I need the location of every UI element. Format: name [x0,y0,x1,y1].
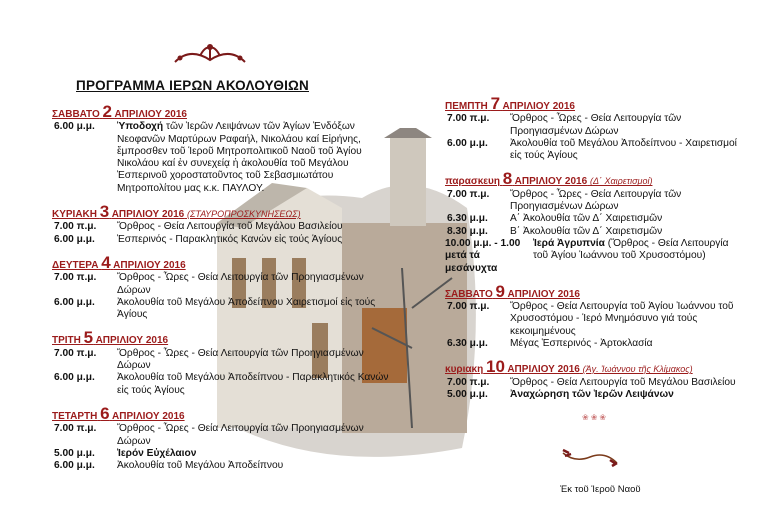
day-number: 9 [495,281,506,301]
event-row [52,348,392,373]
event-time: 5.00 μ.μ. [447,388,488,400]
event-description: (Ὄρθρος - Θεία Λειτουργία τοῦ Ἁγίου Ἰωάννου τοῦ Χρυσοστόμου) [533,237,729,262]
event-time: 6.30 μ.μ. [447,338,488,350]
day-number: 4 [101,252,111,272]
weekday: παρασκευη [445,176,500,188]
event-text [117,348,392,373]
event-description: Ἀκολουθία τοῦ Μεγάλου Ἀποδείπνου - Χαιρετισμοί εἰς τούς Ἁγίους [510,137,737,162]
day-number: 5 [83,328,94,348]
event-row [445,113,745,138]
left-column [52,104,392,481]
event-title: Ὑποδοχή [117,121,164,133]
event-row [445,338,745,350]
event-row [445,213,745,225]
event-description: τῶν Ἱερῶν Λειψάνων τῶν Ἁγίων Ἐνδόξων Νεοφανῶν Μαρτύρων Ραφαήλ, Νικολάου καί Εἰρήνης, ἔμπροσθεν τοῦ Ἱεροῦ Μητροπολιτικοῦ Ναοῦ τοῦ Ἁγίου Νικολάου καί ἐν συνεχείᾳ ἡ ἀκολουθία τοῦ Μεγάλου Ἑσπερινοῦ χοροστατοῦντος τοῦ Σεβασμιωτάτου Μητροπολίτου μας κ.κ. ΠΑΥΛΟΥ. [117,121,362,194]
event-text [117,234,392,246]
event-text [117,272,392,297]
page-title: ΠΡΟΓΡΑΜΜΑ ΙΕΡΩΝ ΑΚΟΛΟΥΘΙΩΝ [76,78,309,93]
event-text [117,372,392,397]
event-time: 7.00 π.μ. [447,301,490,313]
day-section [52,330,392,396]
event-row [445,377,745,389]
event-time: 7.00 π.μ. [54,221,97,233]
event-description: Ὄρθρος - Θεία Λειτουργία τοῦ Μεγάλου Βασιλείου [117,221,343,233]
event-description: Ἀκολουθία τοῦ Μεγάλου Ἀποδείπνου - Παρακλητικός Κανών εἰς τούς Ἁγίους [117,372,389,396]
event-row [445,226,745,238]
month-year: ΑΠΡΙΛΙΟΥ 2016 [502,101,575,112]
month-year: ΑΠΡΙΛΙΟΥ 2016 [114,109,187,120]
event-text [510,377,745,389]
day-heading [445,359,745,376]
event-text [510,338,745,350]
event-row [52,297,392,322]
event-description: Ὄρθρος - Ὧρες - Θεία Λειτουργία τῶν Προηγιασμένων Δώρων [117,272,364,296]
event-row [52,448,392,460]
month-year: ΑΠΡΙΛΙΟΥ 2016 [111,209,185,221]
event-row [52,272,392,297]
event-row [52,234,392,246]
right-column [445,96,745,410]
weekday: ΤΡΙΤΗ [52,335,81,347]
event-text [510,189,745,214]
month-year: ΑΠΡΙΛΙΟΥ 2016 [507,364,580,376]
event-description: Α΄ Ἀκολουθία τῶν Δ΄ Χαιρετισμῶν [510,213,663,225]
event-description: Ὄρθρος - Ὧρες - Θεία Λειτουργία τῶν Προηγιασμένων Δώρων [117,347,364,372]
event-description: Ὄρθρος - Ὧρες - Θεία Λειτουργία τῶν Προηγιασμένων Δώρων [117,423,364,447]
event-description: Μέγας Ἑσπερινός - Ἀρτοκλασία [510,338,653,350]
month-year: ΑΠΡΙΛΙΟΥ 2016 [507,288,580,300]
event-description: Ὄρθρος - Ὧρες - Θεία Λειτουργία τῶν Προηγιασμένων Δώρων [510,188,682,213]
day-note: (ΣΤΑΥΡΟΠΡΟΣΚΥΝΗΣΕΩΣ) [187,209,301,220]
day-section [52,252,392,321]
weekday: ΔΕΥΤΕΡΑ [52,259,99,271]
weekday: ΤΕΤΑΡΤΗ [52,410,98,422]
event-time: 7.00 π.μ. [447,376,490,388]
month-year: ΑΠΡΙΛΙΟΥ 2016 [95,335,169,347]
event-row [445,138,745,163]
weekday: ΣΑΒΒΑΤΟ [445,288,493,300]
event-time: 8.30 μ.μ. [447,225,488,237]
event-description: Ἀκολουθία τοῦ Μεγάλου Ἀποδείπνου Χαιρετισμοί εἰς τούς Ἁγίους [117,296,376,321]
event-text [510,301,745,338]
event-time: 7.00 π.μ. [54,272,97,284]
event-description: Ὄρθρος - Θεία Λειτουργία τοῦ Ἁγίου Ἰωάννου τοῦ Χρυσοστόμου - Ἱερό Μνημόσυνο γιά τούς κεκοιμημένους [510,301,734,337]
day-number: 7 [490,94,501,113]
day-section [445,96,745,162]
event-row [445,301,745,338]
event-title: Ἱερά Ἀγρυπνία [533,237,605,249]
weekday: ΣΑΒΒΑΤΟ [52,109,100,120]
event-time: 10.00 μ.μ. - 1.00 μετά τά μεσάνυχτα [445,237,521,274]
event-row [52,221,392,233]
month-year: ΑΠΡΙΛΙΟΥ 2016 [514,176,588,188]
event-row [52,460,392,472]
event-time: 5.00 μ.μ. [54,447,95,459]
weekday: κυριακη [445,364,484,376]
event-description: Ὄρθρος - Ὧρες - Θεία Λειτουργία τῶν Προηγιασμένων Δώρων [510,113,682,137]
event-row [445,389,745,401]
day-number: 8 [502,169,513,189]
event-time: 6.00 μ.μ. [447,137,488,149]
weekday: ΚΥΡΙΑΚΗ [52,209,98,221]
day-number: 6 [100,403,110,423]
event-time: 6.00 μ.μ. [54,372,95,384]
event-time: 6.30 μ.μ. [447,213,488,225]
event-text [117,221,392,233]
day-section [445,171,745,274]
event-time: 7.00 π.μ. [54,423,97,435]
event-title: Ἀναχώρηση τῶν Ἱερῶν Λειψάνων [510,388,674,400]
month-year: ΑΠΡΙΛΙΟΥ 2016 [113,259,186,271]
event-text [510,113,745,138]
day-number: 2 [102,102,113,121]
day-heading [52,330,392,347]
event-text [117,121,392,195]
day-note: (Δ΄ Χαιρετισμοί) [589,176,653,187]
event-text [117,448,392,460]
event-row [445,238,745,275]
event-time: 6.00 μ.μ. [54,296,95,308]
separator-dots-icon: ❀❀❀ [582,413,609,422]
event-row [52,423,392,448]
event-time: 6.00 μ.μ. [54,121,95,133]
day-section [445,281,745,350]
day-heading [52,204,392,221]
event-text [533,238,745,275]
event-description: Ἑσπερινός - Παρακλητικός Κανών εἰς τούς Ἁγίους [117,233,343,245]
event-description: Ὄρθρος - Θεία Λειτουργία τοῦ Μεγάλου Βασιλείου [510,376,736,388]
ornament-top-icon [170,42,250,72]
weekday: ΠΕΜΠΤΗ [445,101,488,112]
day-heading [445,281,745,301]
event-text [117,423,392,448]
day-section [445,359,745,401]
event-text [510,226,745,238]
day-section [52,204,392,246]
day-note: (Ἁγ. Ἰωάννου τῆς Κλίμακος) [582,364,693,375]
day-heading [445,96,745,113]
day-heading [445,171,745,188]
event-row [445,189,745,214]
event-text [510,138,745,163]
event-time: 7.00 π.μ. [447,188,490,200]
event-text [510,389,745,401]
event-description: Β΄ Ἀκολουθία τῶν Δ΄ Χαιρετισμῶν [510,225,663,237]
event-text [510,213,745,225]
event-time: 7.00 π.μ. [447,113,490,125]
day-heading [52,252,392,272]
event-time: 7.00 π.μ. [54,347,97,359]
day-heading [52,403,392,423]
day-number: 10 [485,357,505,377]
event-text [117,460,392,472]
day-section [52,104,392,195]
day-heading [52,104,392,121]
ornament-bottom-icon [560,445,620,470]
day-number: 3 [99,202,110,222]
footer-signature: Ἐκ τοῦ Ἱεροῦ Ναοῦ [560,484,641,495]
event-time: 6.00 μ.μ. [54,233,95,245]
event-description: Ἀκολουθία τοῦ Μεγάλου Ἀποδείπνου [117,460,284,472]
event-title: Ἱερόν Εὐχέλαιον [117,447,197,459]
event-row [52,121,392,195]
event-text [117,297,392,322]
day-section [52,403,392,472]
event-row [52,372,392,397]
event-time: 6.00 μ.μ. [54,460,95,472]
month-year: ΑΠΡΙΛΙΟΥ 2016 [112,410,185,422]
